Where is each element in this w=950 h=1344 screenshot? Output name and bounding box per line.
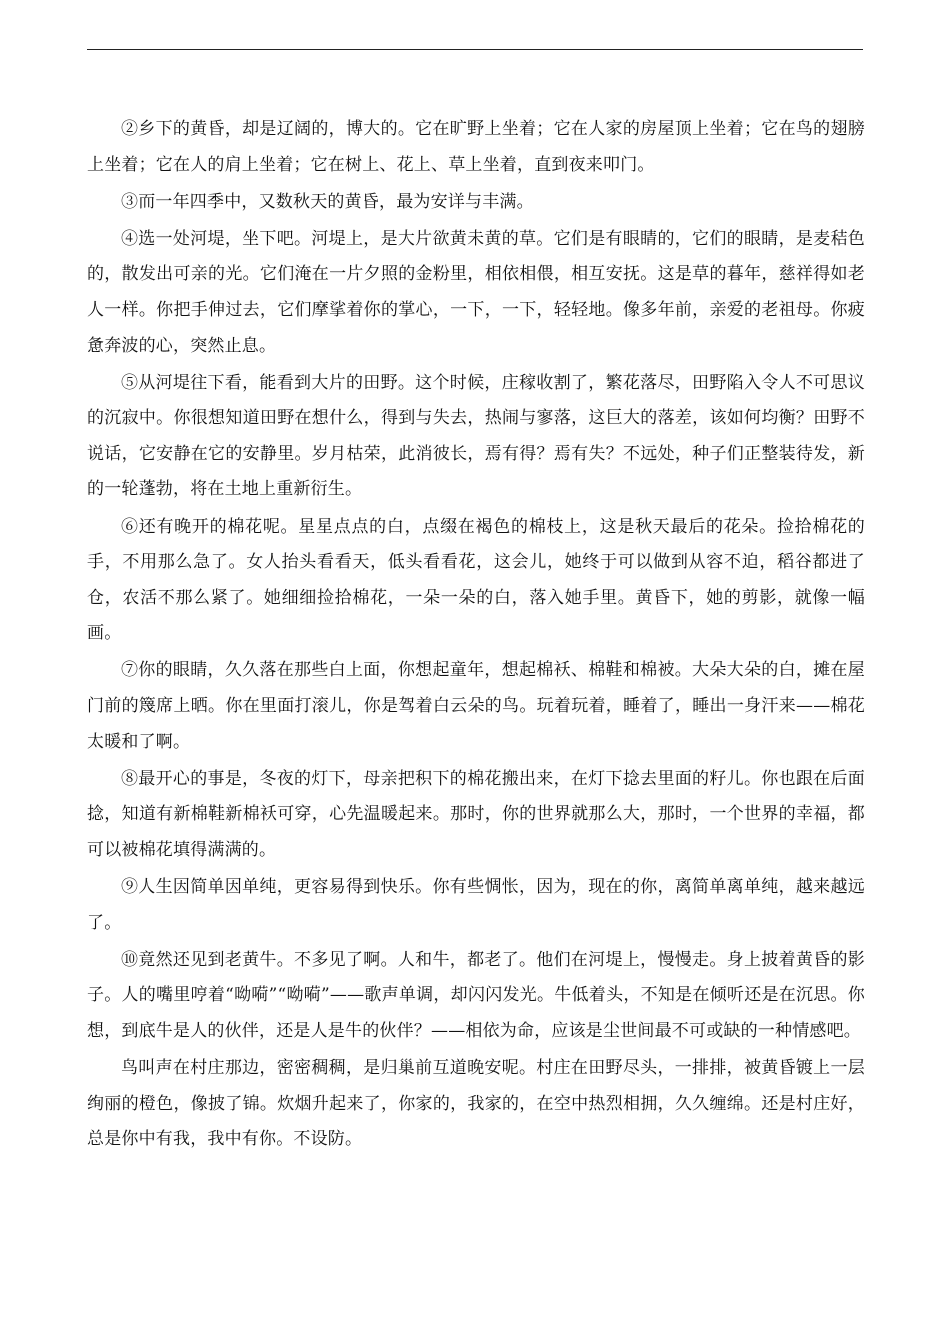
paragraph-8: ⑧最开心的事是，冬夜的灯下，母亲把积下的棉花搬出来，在灯下捻去里面的籽儿。你也跟在后面捻，知道有新棉鞋新棉袄可穿，心先温暖起来。那时，你的世界就那么大，那时，一个世界的幸福，都可以被棉花填得满满的。	[87, 768, 865, 860]
paragraph-9: ⑨人生因简单因单纯，更容易得到快乐。你有些惆怅，因为，现在的你，离简单离单纯，越来越远了。	[87, 876, 865, 933]
paragraph-6: ⑥还有晚开的棉花呢。星星点点的白，点缀在褐色的棉枝上，这是秋天最后的花朵。捡拾棉花的手，不用那么急了。女人抬头看看天，低头看看花，这会儿，她终于可以做到从容不迫，稻谷都进了仓，农活不那么紧了。她细细捡拾棉花，一朵一朵的白，落入她手里。黄昏下，她的剪影，就像一幅画。	[87, 516, 865, 644]
paragraph-5: ⑤从河堤往下看，能看到大片的田野。这个时候，庄稼收割了，繁花落尽，田野陷入令人不可思议的沉寂中。你很想知道田野在想什么，得到与失去，热闹与寥落，这巨大的落差，该如何均衡？田野不说话，它安静在它的安静里。岁月枯荣，此消彼长，焉有得？焉有失？不远处，种子们正整装待发，新的一轮蓬勃，将在土地上重新衍生。	[87, 372, 865, 500]
paragraph-2: ②乡下的黄昏，却是辽阔的，博大的。它在旷野上坐着；它在人家的房屋顶上坐着；它在鸟的翅膀上坐着；它在人的肩上坐着；它在树上、花上、草上坐着，直到夜来叩门。	[87, 119, 865, 175]
paragraph-3: ③而一年四季中，又数秋天的黄昏，最为安详与丰满。	[121, 191, 534, 212]
article-body	[87, 112, 865, 1159]
paragraph-7: ⑦你的眼睛，久久落在那些白上面，你想起童年，想起棉袄、棉鞋和棉被。大朵大朵的白，摊在屋门前的篾席上晒。你在里面打滚儿，你是驾着白云朵的鸟。玩着玩着，睡着了，睡出一身汗来——棉花太暖和了啊。	[87, 660, 865, 752]
paragraph-4: ④选一处河堤，坐下吧。河堤上，是大片欲黄未黄的草。它们是有眼睛的，它们的眼睛，是麦秸色的，散发出可亲的光。它们淹在一片夕照的金粉里，相依相偎，相互安抚。这是草的暮年，慈祥得如老人一样。你把手伸过去，它们摩挲着你的掌心，一下，一下，轻轻地。像多年前，亲爱的老祖母。你疲惫奔波的心，突然止息。	[87, 228, 865, 356]
header-rule	[87, 49, 863, 50]
paragraph-11: 鸟叫声在村庄那边，密密稠稠，是归巢前互道晚安呢。村庄在田野尽头，一排排，被黄昏镀上一层绚丽的橙色，像披了锦。炊烟升起来了，你家的，我家的，在空中热烈相拥，久久缠绵。还是村庄好，总是你中有我，我中有你。不设防。	[87, 1057, 865, 1150]
paragraph-10: ⑩竟然还见到老黄牛。不多见了啊。人和牛，都老了。他们在河堤上，慢慢走。身上披着黄昏的影子。人的嘴里哼着“呦嗬”“呦嗬”——歌声单调，却闪闪发光。牛低着头，不知是在倾听还是在沉思。你想，到底牛是人的伙伴，还是人是牛的伙伴？——相依为命，应该是尘世间最不可或缺的一种情感吧。	[87, 949, 865, 1041]
